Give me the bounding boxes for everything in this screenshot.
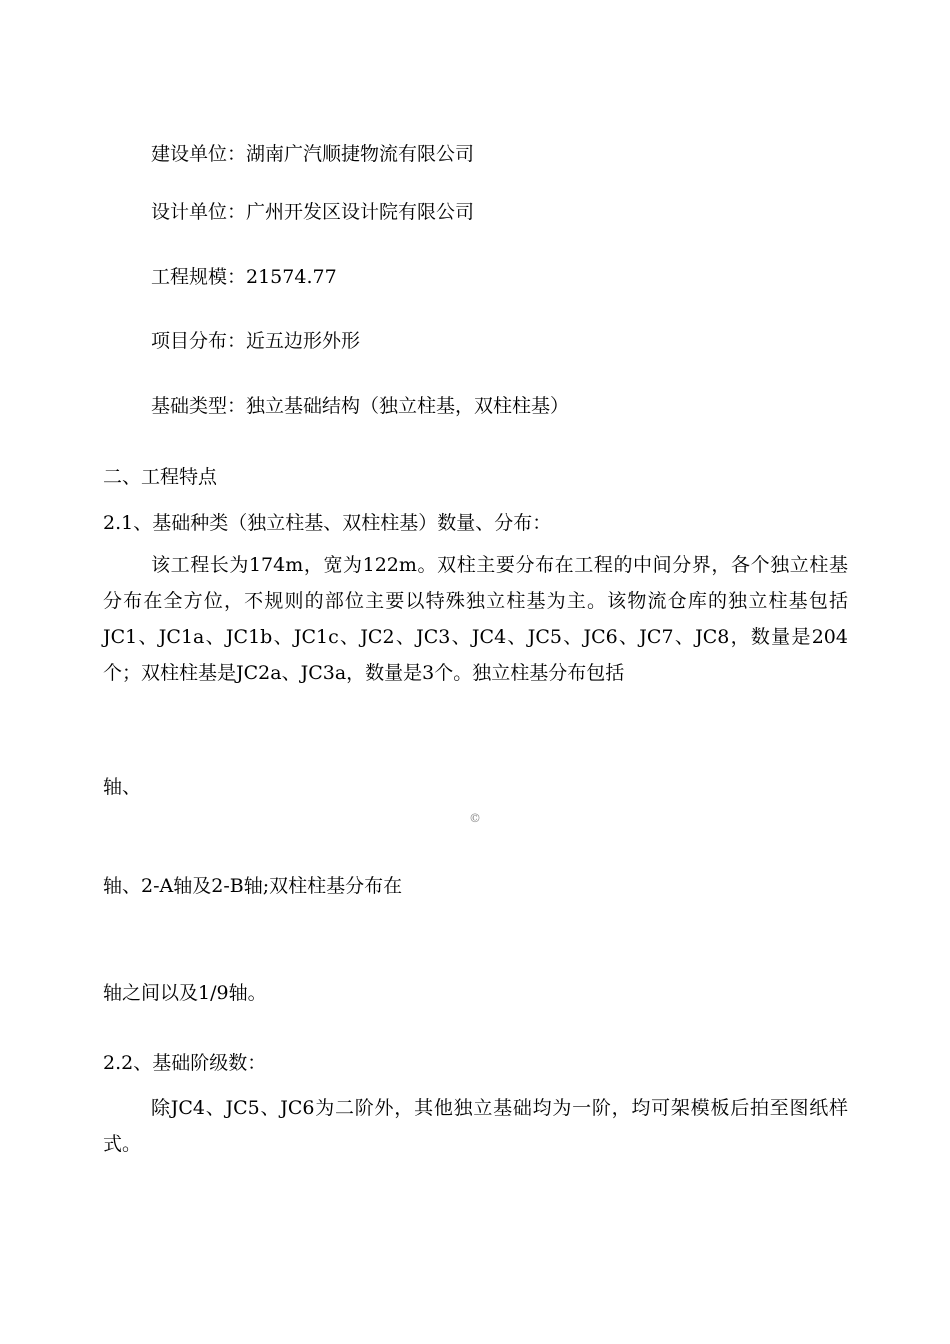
- designer-line: 设计单位：广州开发区设计院有限公司: [151, 201, 475, 223]
- owner-line: 建设单位：湖南广汽顺捷物流有限公司: [151, 143, 475, 165]
- subsection-2-1-paragraph: 该工程长为174m，宽为122m。双柱主要分布在工程的中间分界，各个独立柱基分布在全方位，不规则的部位主要以特殊独立柱基为主。该物流仓库的独立柱基包括JC1、JC1a、JC1b、JC1c、JC2、JC3、JC4、JC5、JC6、JC7、JC8，数量是204个；双柱柱基是JC2a、JC3a，数量是3个。独立柱基分布包括: [103, 554, 848, 684]
- scale-line: 工程规模：21574.77: [151, 266, 337, 288]
- subsection-2-1-heading: 2.1、基础种类（独立柱基、双柱柱基）数量、分布：: [103, 512, 552, 534]
- subsection-2-2-paragraph: 除JC4、JC5、JC6为二阶外，其他独立基础均为一阶，均可架模板后拍至图纸样式。: [103, 1097, 848, 1155]
- axis-fragment-2: 轴、2-A轴及2-B轴;双柱柱基分布在: [103, 875, 403, 897]
- axis-fragment-3: 轴之间以及1/9轴。: [103, 982, 267, 1004]
- watermark-symbol: ©: [469, 811, 481, 825]
- layout-line: 项目分布：近五边形外形: [151, 330, 361, 352]
- subsection-2-2-heading: 2.2、基础阶级数：: [103, 1052, 267, 1074]
- axis-fragment-1: 轴、: [103, 776, 142, 798]
- section-heading: 二、工程特点: [103, 466, 218, 488]
- foundation-type-line: 基础类型：独立基础结构（独立柱基，双柱柱基）: [151, 395, 570, 417]
